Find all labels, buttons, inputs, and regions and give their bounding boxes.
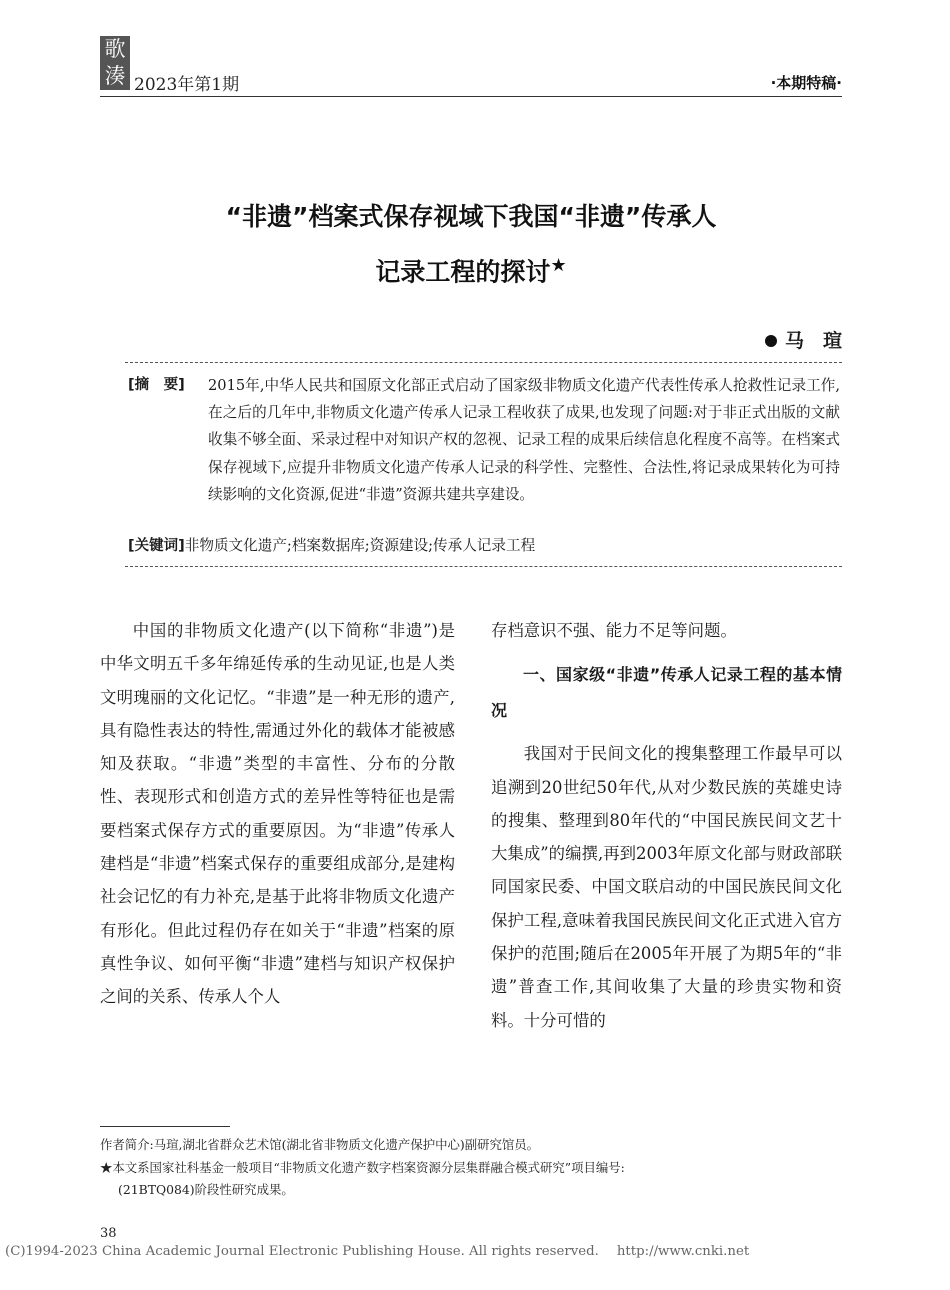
- body-column-right: [491, 614, 842, 1037]
- fund-footnote-continued: (21BTQ084)阶段性研究成果。: [118, 1182, 294, 1197]
- bullet-icon: [765, 335, 777, 347]
- journal-logo: [100, 36, 130, 90]
- title-star-mark: ★: [550, 255, 567, 276]
- copyright-url[interactable]: http://www.cnki.net: [616, 1244, 750, 1259]
- abstract-text: 2015年,中华人民共和国原文化部正式启动了国家级非物质文化遗产代表性传承人抢救性记录工作,在之后的几年中,非物质文化遗产传承人记录工程收获了成果,也发现了问题:对于非正式出版的文献收集不够全面、采录过程中对知识产权的忽视、记录工程的成果后续信息化程度不高等。在档案式保存视域下,应提升非物质文化遗产传承人记录的科学性、完整性、合法性,将记录成果转化为可持续影响的文化资源,促进“非遗”资源共建共享建设。: [208, 377, 840, 503]
- author-byline: [765, 326, 842, 353]
- title-line-1: “非遗”档案式保存视域下我国“非遗”传承人: [225, 202, 717, 231]
- abstract-top-rule: [125, 362, 842, 363]
- footnotes: [100, 1134, 842, 1202]
- header-rule: [100, 96, 842, 97]
- abstract-block: [128, 372, 840, 508]
- copyright-footer: [5, 1244, 749, 1259]
- author-bio-footnote: 作者简介:马瑄,湖北省群众艺术馆(湖北省非物质文化遗产保护中心)副研究馆员。: [100, 1137, 540, 1152]
- copyright-text: (C)1994-2023 China Academic Journal Electronic Publishing House. All rights reserved.: [5, 1244, 599, 1259]
- column-tag: ·本期特稿·: [770, 74, 842, 92]
- title-line-2: [100, 241, 842, 296]
- footnote-rule: [100, 1126, 230, 1127]
- abstract-label: [摘 要]: [128, 377, 185, 393]
- author-name: 马 瑄: [784, 330, 842, 352]
- running-header: [100, 36, 842, 96]
- body-paragraph: 中国的非物质文化遗产(以下简称“非遗”)是中华文明五千多年绵延传承的生动见证,也是人类文明瑰丽的文化记忆。“非遗”是一种无形的遗产,具有隐性表达的特性,需通过外化的载体才能被感知及获取。“非遗”类型的丰富性、分布的分散性、表现形式和创造方式的差异性等特征也是需要档案式保存方式的重要原因。为“非遗”传承人建档是“非遗”档案式保存的重要组成部分,是建构社会记忆的有力补充,是基于此将非物质文化遗产有形化。但此过程仍存在如关于“非遗”档案的原真性争议、如何平衡“非遗”建档与知识产权保护之间的关系、传承人个人: [100, 621, 455, 1007]
- keywords-block: [128, 534, 840, 555]
- body-paragraph-continued: 存档意识不强、能力不足等问题。: [491, 621, 737, 640]
- abstract-bottom-rule: [125, 566, 842, 567]
- logo-char-bottom: 湊: [104, 64, 126, 88]
- keywords-label: [关键词]: [128, 538, 185, 554]
- page-number: 38: [100, 1226, 117, 1241]
- section-heading: 一、国家级“非遗”传承人记录工程的基本情况: [491, 665, 842, 721]
- body-paragraph: 我国对于民间文化的搜集整理工作最早可以追溯到20世纪50年代,从对少数民族的英雄史诗的搜集、整理到80年代的“中国民族民间文艺十大集成”的编撰,再到2003年原文化部与财政部联同国家民委、中国文联启动的中国民族民间文化保护工程,意味着我国民族民间文化正式进入官方保护的范围;随后在2005年开展了为期5年的“非遗”普查工作,其间收集了大量的珍贵实物和资料。十分可惜的: [491, 744, 842, 1030]
- article-title: [100, 192, 842, 296]
- logo-char-top: 歌: [104, 37, 126, 61]
- issue-label: 2023年第1期: [134, 75, 240, 95]
- title-line-2-text: 记录工程的探讨: [375, 257, 551, 287]
- keywords-text: 非物质文化遗产;档案数据库;资源建设;传承人记录工程: [184, 537, 536, 554]
- fund-footnote: ★本文系国家社科基金一般项目“非物质文化遗产数字档案资源分层集群融合模式研究”项目编号:: [100, 1159, 625, 1175]
- body-column-left: [100, 614, 455, 1014]
